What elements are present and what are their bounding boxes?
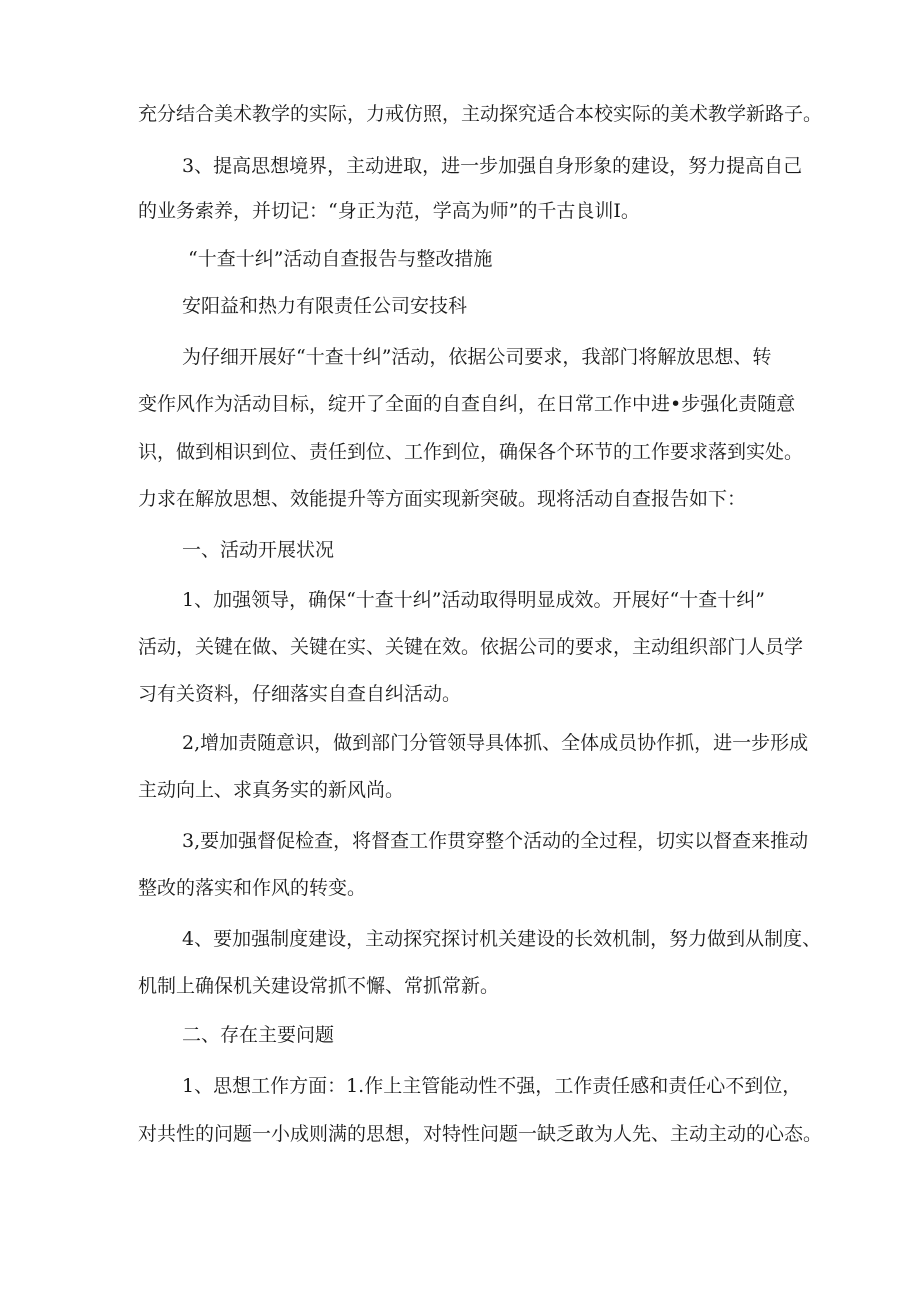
paragraph-line: 为仔细开展好“十查十纠”活动，依据公司要求，我部门将解放思想、转 [182,346,772,368]
paragraph-line: 1、思想工作方面：1.作上主管能动性不强，工作责任感和责任心不到位， [182,1075,802,1097]
paragraph-line: 3、提高思想境界，主动进取，进一步加强自身形象的建设，努力提高自己 [182,155,803,177]
paragraph-line: 变作风作为活动目标，绽开了全面的自查自纠，在日常工作中进•步强化责随意 [138,393,796,415]
paragraph-line: 整改的落实和作风的转变。 [138,877,367,899]
paragraph-line: 3,要加强督促检查，将督查工作贯穿整个活动的全过程，切实以督查来推动 [182,830,809,852]
paragraph-line: 力求在解放思想、效能提升等方面实现新突破。现将活动自查报告如下： [138,488,747,510]
section-heading: 一、活动开展状况 [182,539,335,561]
paragraph-line: 主动向上、求真务实的新风尚。 [138,779,405,801]
paragraph-line: 充分结合美术教学的实际，力戒仿照，主动探究适合本校实际的美术教学新路子。 [138,103,823,125]
paragraph-line: 对共性的问题一小成则满的思想，对特性问题一缺乏敢为人先、主动主动的心态。 [138,1123,823,1145]
paragraph-line: 机制上确保机关建设常抓不懈、常抓常新。 [138,975,500,997]
paragraph-line: 1、加强领导，确保“十查十纠”活动取得明显成效。开展好“十查十纠” [182,589,765,611]
organization-name: 安阳益和热力有限责任公司安技科 [182,295,468,317]
paragraph-line: 活动，关键在做、关键在实、关键在效。依据公司的要求，主动组织部门人员学 [138,636,804,658]
section-heading: 二、存在主要问题 [182,1024,335,1046]
paragraph-line: 的业务索养，并切记：“身正为范，学高为师”的千古良训I。 [138,200,640,222]
paragraph-line: 识，做到相识到位、责任到位、工作到位，确保各个环节的工作要求落到实处。 [138,441,804,463]
paragraph-line: 2,增加责随意识，做到部门分管领导具体抓、全体成员协作抓，进一步形成 [182,732,809,754]
document-title: “十查十纠”活动自查报告与整改措施 [188,248,493,270]
paragraph-line: 习有关资料，仔细落实自查自纠活动。 [138,683,462,705]
paragraph-line: 4、要加强制度建设，主动探究探讨机关建设的长效机制，努力做到从制度、 [182,928,822,950]
